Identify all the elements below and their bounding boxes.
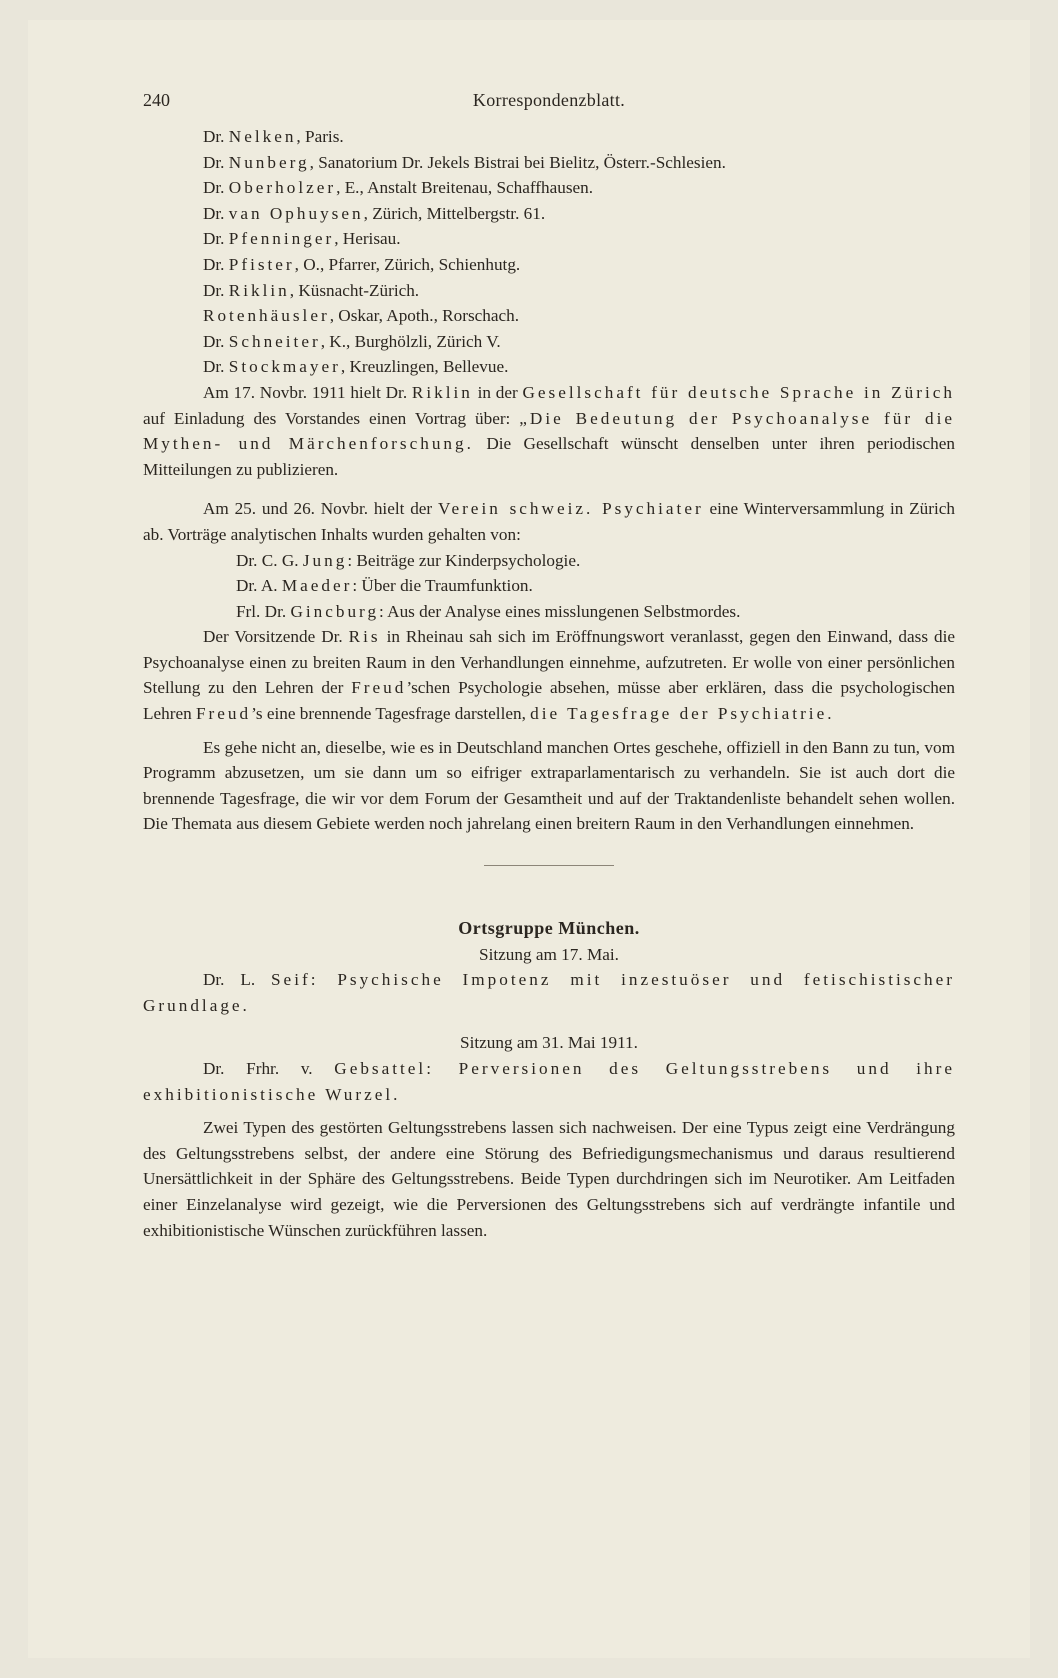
talk-entry: Dr. L. Seif: Psychische Impotenz mit inzestuöser und fetischistischer Grundlage. — [143, 970, 956, 1015]
list-item: Dr. Nunberg, Sanatorium Dr. Jekels Bistrai bei Bielitz, Österr.-Schlesien. — [203, 152, 726, 172]
running-header — [143, 88, 955, 124]
section-divider — [484, 865, 614, 866]
paragraph-tagesfrage: Es gehe nicht an, dieselbe, wie es in Deutschland manchen Ortes geschehe, offiziell in den Bann zu tun, vom Programm abzusetzen, um sie dann um so eifriger extraparlamentarisch zu verhandeln. Sie ist auch dort die brennende Tagesfrage, die wir vor dem Forum der Gesamtheit und auf der Traktandenliste behandelt sehen wollen. Die Themata aus diesem Gebiete werden noch jahrelang einen breitern Raum in den Verhandlungen einnehmen. — [143, 737, 955, 834]
paragraph-winter-meeting: Am 25. und 26. Novbr. hielt der Verein schweiz. Psychiater eine Winterversammlung in Zürich ab. Vorträge analytischen Inhalts wurden gehalten von: — [143, 499, 955, 544]
paragraph-chairman-remarks: Der Vorsitzende Dr. Ris in Rheinau sah sich im Eröffnungswort veranlasst, gegen den Einwand, dass die Psychoanalyse einen zu breiten Raum in den Verhandlungen einnehme, aufzutreten. Er wolle von einer persönlichen Stellung zu den Lehren der Freud’schen Psychologie absehen, müsse aber erklären, dass die psychologischen Lehren Freud’s eine brennende Tagesfrage darstellen, die Tagesfrage der Psychiatrie. — [143, 627, 956, 724]
member-list — [143, 124, 955, 380]
talk-list — [143, 548, 955, 625]
talk-entry: Dr. Frhr. v. Gebsattel: Perversionen des Geltungsstrebens und ihre exhibitionistische Wurzel. — [143, 1059, 955, 1104]
list-item: Dr. van Ophuysen, Zürich, Mittelbergstr. 61. — [203, 203, 546, 223]
list-item: Dr. Stockmayer, Kreuzlingen, Bellevue. — [203, 357, 509, 377]
page-number: 240 — [143, 90, 170, 110]
section-title: Ortsgruppe München. — [458, 918, 640, 939]
paragraph-abstract: Zwei Typen des gestörten Geltungsstrebens lassen sich nachweisen. Der eine Typus zeigt eine Verdrängung des Geltungsstrebens selbst, der andere eine Störung des Befriedigungsmechanismus und daraus resultierend Unersättlichkeit in der Sphäre des Geltungsstrebens. Beide Typen durchdringen sich im Neurotiker. Am Leitfaden einer Einzelanalyse wird gezeigt, wie die Perversionen des Geltungsstrebens sich auf verdrängte infantile und exhibitionistische Wünschen zurückführen lassen. — [143, 1118, 955, 1240]
list-item: Dr. Nelken, Paris. — [203, 127, 344, 146]
list-item: Dr. Pfenninger, Herisau. — [203, 229, 401, 249]
list-item: Dr. Pfister, O., Pfarrer, Zürich, Schienhutg. — [203, 254, 521, 274]
list-item: Dr. C. G. Jung: Beiträge zur Kinderpsychologie. — [236, 550, 581, 570]
document-body — [143, 88, 955, 1243]
list-item: Dr. A. Maeder: Über die Traumfunktion. — [236, 576, 533, 596]
list-item: Frl. Dr. Gincburg: Aus der Analyse eines misslungenen Selbstmordes. — [236, 601, 741, 621]
running-title: Korrespondenzblatt. — [472, 90, 626, 110]
list-item: Dr. Oberholzer, E., Anstalt Breitenau, Schaffhausen. — [203, 178, 594, 198]
session-date: Sitzung am 31. Mai 1911. — [460, 1033, 638, 1053]
list-item: Rotenhäusler, Oskar, Apoth., Rorschach. — [203, 306, 519, 326]
session-date: Sitzung am 17. Mai. — [479, 944, 619, 964]
list-item: Dr. Riklin, Küsnacht-Zürich. — [203, 280, 420, 300]
paragraph-riklin-lecture: Am 17. Novbr. 1911 hielt Dr. Riklin in der Gesellschaft für deutsche Sprache in Zürich auf Einladung des Vorstandes einen Vortrag über: „Die Bedeutung der Psychoanalyse für die Mythen- und Märchenforschung. Die Gesellschaft wünscht denselben unter ihren periodischen Mitteilungen zu publizieren. — [143, 382, 956, 479]
list-item: Dr. Schneiter, K., Burghölzli, Zürich V. — [203, 331, 501, 351]
